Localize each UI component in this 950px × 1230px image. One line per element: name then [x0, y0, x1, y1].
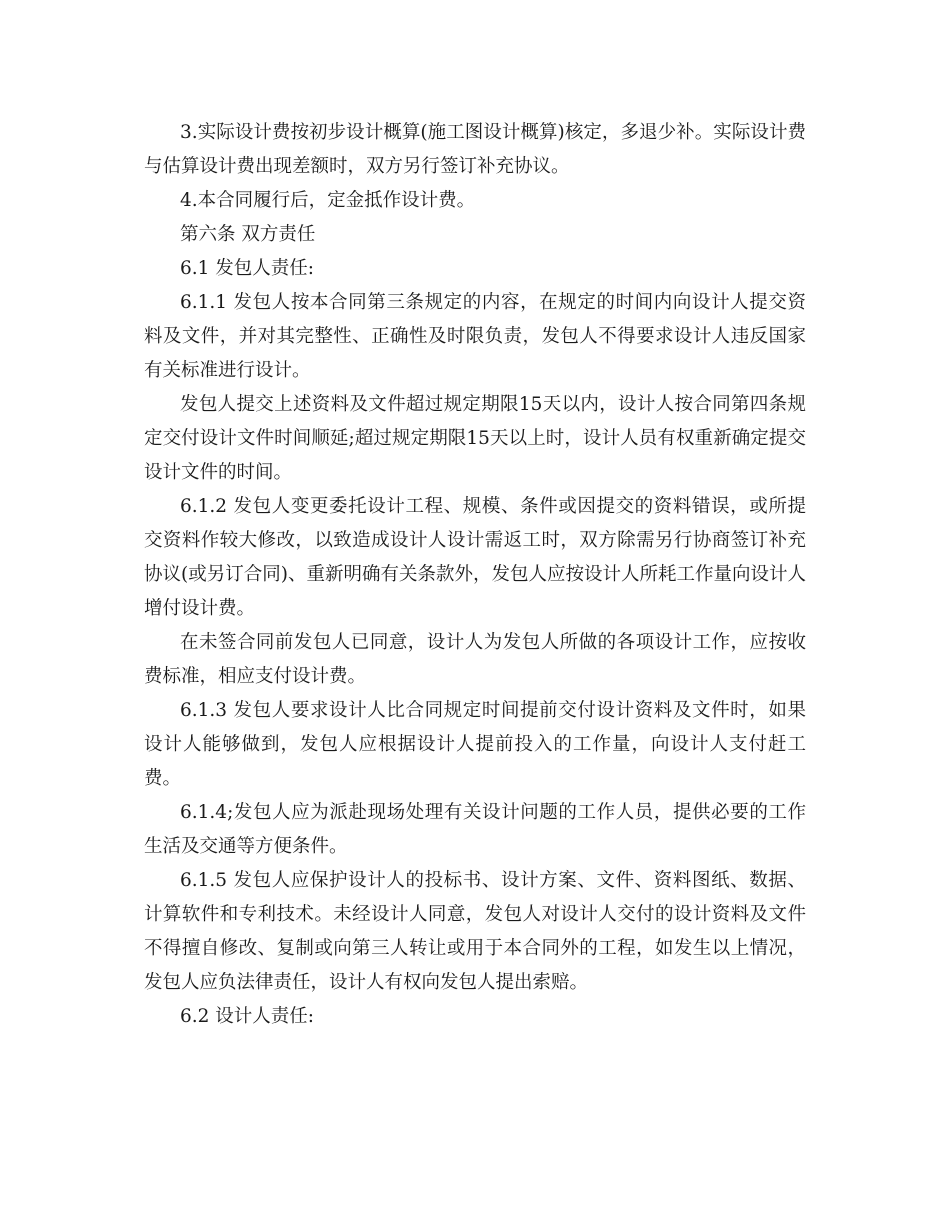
document-body — [144, 116, 806, 1034]
article-6-heading: 第六条 双方责任 — [180, 224, 316, 245]
section-6-2-heading: 6.2 设计人责任: — [180, 1006, 315, 1027]
clause-6-1-2: 6.1.2 发包人变更委托设计工程、规模、条件或因提交的资料错误，或所提交资料作较大修改，以致造成设计人设计需返工时，双方除需另行协商签订补充协议(或另订合同)、重新明确有关条款外，发包人应按设计人所耗工作量向设计人增付设计费。 — [144, 496, 806, 619]
section-6-1-heading: 6.1 发包人责任: — [180, 258, 315, 279]
clause-6-1-4: 6.1.4;发包人应为派赴现场处理有关设计问题的工作人员，提供必要的工作生活及交通等方便条件。 — [144, 802, 806, 857]
clause-6-1-3: 6.1.3 发包人要求设计人比合同规定时间提前交付设计资料及文件时，如果设计人能够做到，发包人应根据设计人提前投入的工作量，向设计人支付赶工费。 — [144, 700, 806, 789]
paragraph-4-deposit: 4.本合同履行后，定金抵作设计费。 — [180, 190, 476, 211]
clause-6-1-1-continued: 发包人提交上述资料及文件超过规定期限15天以内，设计人按合同第四条规定交付设计文件时间顺延;超过规定期限15天以上时，设计人员有权重新确定提交设计文件的时间。 — [144, 394, 806, 483]
paragraph-3-fee-settlement: 3.实际设计费按初步设计概算(施工图设计概算)核定，多退少补。实际设计费与估算设计费出现差额时，双方另行签订补充协议。 — [144, 122, 806, 177]
clause-6-1-1: 6.1.1 发包人按本合同第三条规定的内容，在规定的时间内向设计人提交资料及文件，并对其完整性、正确性及时限负责，发包人不得要求设计人违反国家有关标准进行设计。 — [144, 292, 806, 381]
clause-6-1-5: 6.1.5 发包人应保护设计人的投标书、设计方案、文件、资料图纸、数据、计算软件和专利技术。未经设计人同意，发包人对设计人交付的设计资料及文件不得擅自修改、复制或向第三人转让或用于本合同外的工程，如发生以上情况，发包人应负法律责任，设计人有权向发包人提出索赔。 — [144, 870, 806, 993]
clause-6-1-2-continued: 在未签合同前发包人已同意，设计人为发包人所做的各项设计工作，应按收费标准，相应支付设计费。 — [144, 632, 806, 687]
